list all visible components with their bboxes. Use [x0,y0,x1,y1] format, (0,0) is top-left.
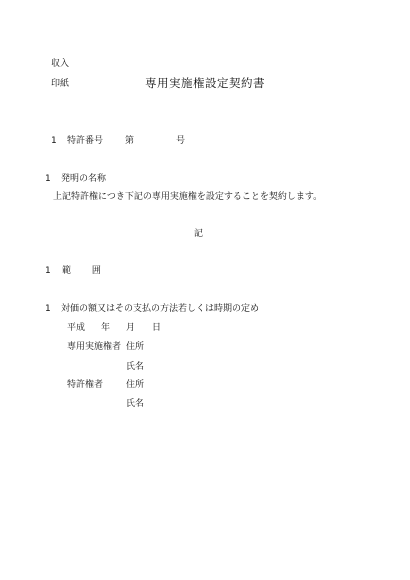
invention-label: 発明の名称 [61,174,107,184]
payment-label: 対価の額又はその支払の方法若しくは時期の定め [61,304,260,314]
patent-number-dai: 第 [125,136,135,146]
patent-number-go: 号 [176,136,186,146]
patent-number-item-num: 1 [51,136,57,146]
patentee-address-label: 住所 [126,380,145,390]
stamp-label-bottom: 印紙 [51,79,70,89]
scope-item-num: 1 [45,266,51,276]
patent-number-label: 特許番号 [67,136,104,146]
date-era: 平成 [67,323,86,333]
scope-label: 範 囲 [62,266,104,276]
invention-item-num: 1 [45,174,51,184]
date-year: 年 [101,323,111,333]
licensee-role: 専用実施権者 [67,342,122,352]
patentee-role: 特許権者 [67,380,104,390]
date-month: 月 [126,323,136,333]
licensee-name-label: 氏名 [126,362,145,372]
date-day: 日 [152,323,162,333]
ki-heading: 記 [194,229,204,239]
stamp-label-top: 収入 [51,59,70,69]
payment-item-num: 1 [45,304,51,314]
patentee-name-label: 氏名 [126,399,145,409]
licensee-address-label: 住所 [126,342,145,352]
document-title: 専用実施権設定契約書 [145,76,265,90]
agreement-text: 上記特許権につき下記の専用実施権を設定することを契約します。 [53,192,323,202]
